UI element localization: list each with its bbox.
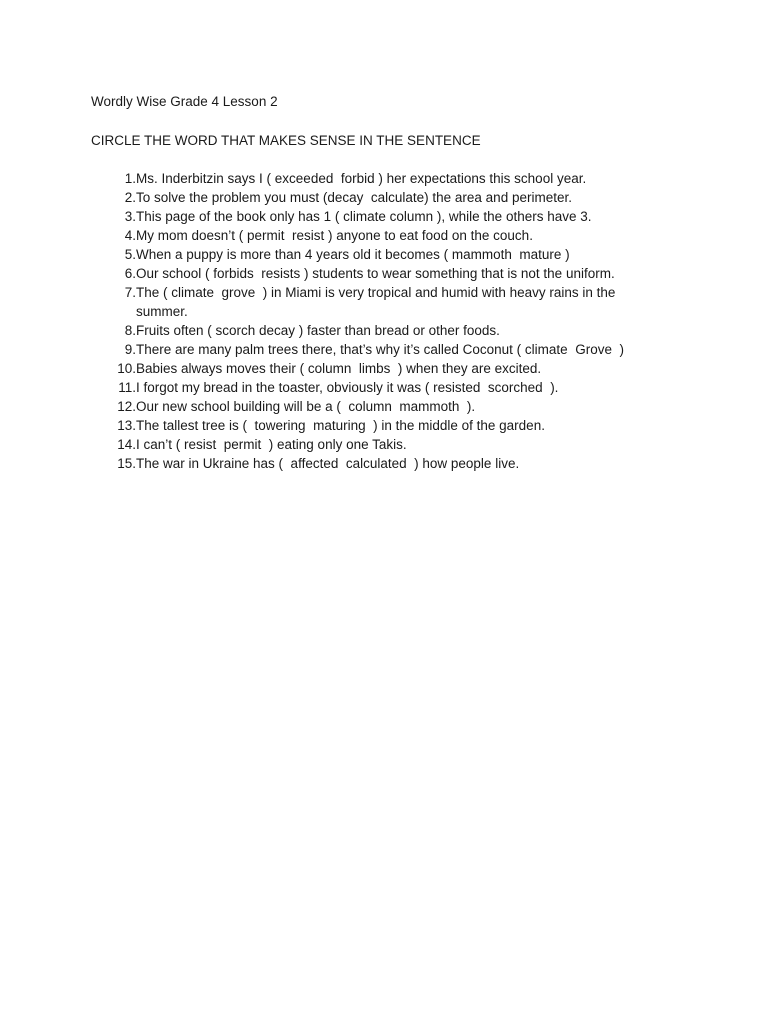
question-item — [106, 435, 646, 454]
question-item — [106, 340, 646, 359]
document-title: Wordly Wise Grade 4 Lesson 2 — [91, 94, 278, 109]
question-number: 12. — [117, 399, 136, 414]
question-item — [106, 188, 646, 207]
question-number: 7. — [124, 285, 136, 300]
question-text: Our new school building will be a ( column mammoth ). — [136, 399, 476, 414]
question-item — [106, 416, 646, 435]
question-text: There are many palm trees there, that’s why it’s called Coconut ( climate Grove ) — [136, 342, 624, 357]
question-item — [106, 397, 646, 416]
question-text: Babies always moves their ( column limbs ) when they are excited. — [136, 361, 542, 376]
question-text: The ( climate grove ) in Miami is very tropical and humid with heavy rains in the summer. — [136, 285, 620, 319]
question-number: 3. — [124, 209, 136, 224]
question-item — [106, 169, 646, 188]
question-item — [106, 359, 646, 378]
question-number: 6. — [124, 266, 136, 281]
question-number: 15. — [117, 456, 136, 471]
question-item — [106, 245, 646, 264]
question-text: My mom doesn’t ( permit resist ) anyone to eat food on the couch. — [136, 228, 533, 243]
question-item — [106, 454, 646, 473]
question-text: The tallest tree is ( towering maturing ) in the middle of the garden. — [136, 418, 545, 433]
question-number: 11. — [118, 380, 136, 395]
question-text: I can’t ( resist permit ) eating only one Takis. — [136, 437, 407, 452]
question-number: 1. — [124, 171, 136, 186]
question-item — [106, 207, 646, 226]
question-item — [106, 378, 646, 397]
instructions: CIRCLE THE WORD THAT MAKES SENSE IN THE SENTENCE — [91, 133, 481, 148]
question-number: 13. — [117, 418, 136, 433]
question-text: This page of the book only has 1 ( climate column ), while the others have 3. — [136, 209, 592, 224]
question-text: Ms. Inderbitzin says I ( exceeded forbid ) her expectations this school year. — [136, 171, 587, 186]
question-number: 14. — [117, 437, 136, 452]
question-number: 10. — [117, 361, 136, 376]
question-item — [106, 226, 646, 245]
question-item — [106, 264, 646, 283]
question-item — [106, 321, 646, 340]
question-text: When a puppy is more than 4 years old it becomes ( mammoth mature ) — [136, 247, 570, 262]
question-number: 5. — [124, 247, 136, 262]
question-list — [106, 169, 646, 473]
question-number: 9. — [124, 342, 136, 357]
question-text: I forgot my bread in the toaster, obviously it was ( resisted scorched ). — [136, 380, 559, 395]
question-number: 8. — [124, 323, 136, 338]
question-text: To solve the problem you must (decay calculate) the area and perimeter. — [136, 190, 572, 205]
question-text: Fruits often ( scorch decay ) faster than bread or other foods. — [136, 323, 500, 338]
question-number: 2. — [124, 190, 136, 205]
question-number: 4. — [124, 228, 136, 243]
question-text: The war in Ukraine has ( affected calculated ) how people live. — [136, 456, 520, 471]
question-item — [106, 283, 646, 321]
question-text: Our school ( forbids resists ) students to wear something that is not the uniform. — [136, 266, 615, 281]
